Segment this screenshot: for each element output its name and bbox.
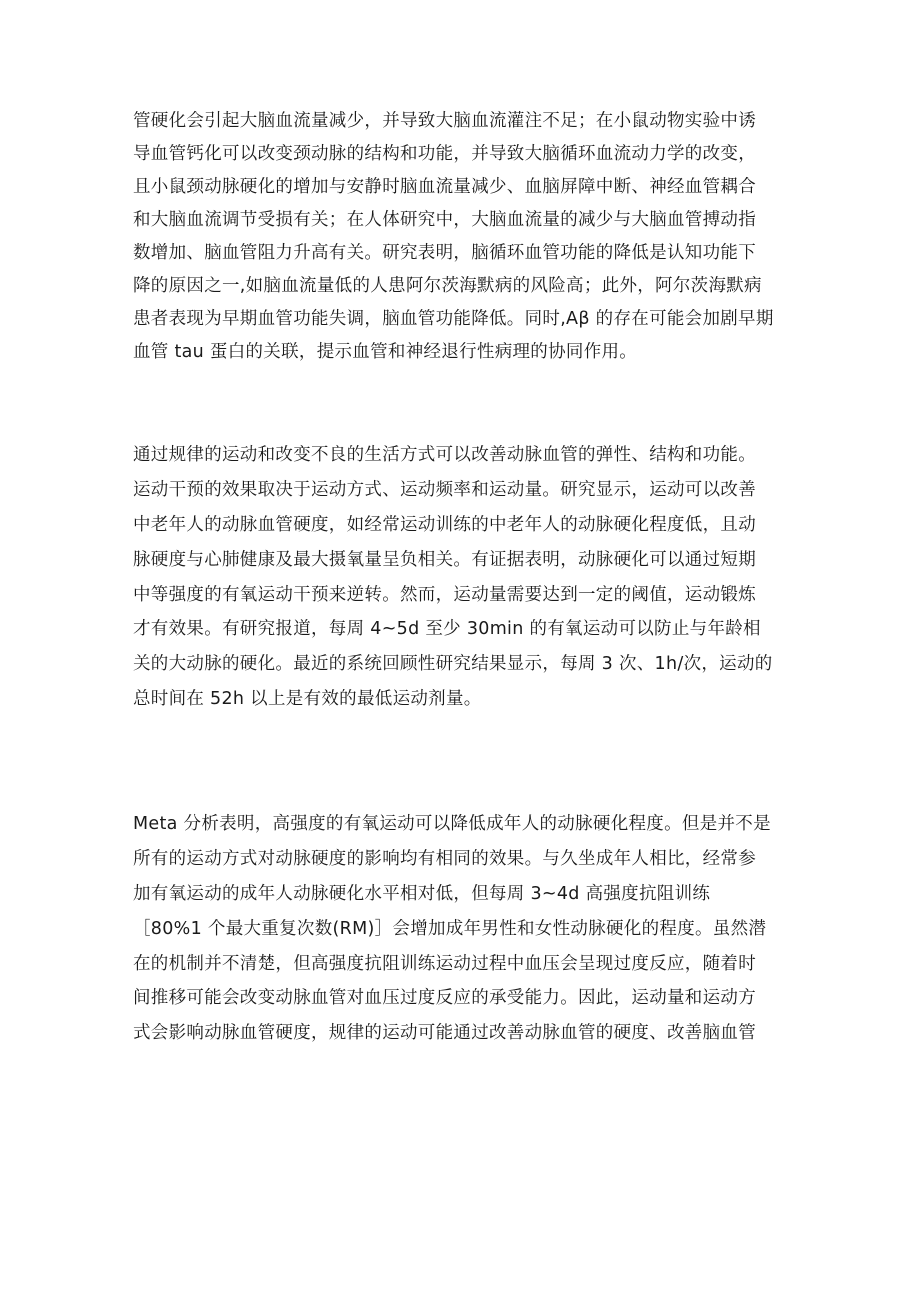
text-line: 患者表现为早期血管功能失调，脑血管功能降低。同时,Aβ 的存在可能会加剧早期 (133, 309, 774, 329)
text-line: 导血管钙化可以改变颈动脉的结构和功能，并导致大脑循环血流动力学的改变， (133, 144, 756, 164)
text-line: 总时间在 52h 以上是有效的最低运动剂量。 (133, 689, 482, 710)
text-line: 通过规律的运动和改变不良的生活方式可以改善动脉血管的弹性、结构和功能。 (133, 445, 756, 465)
text-line: 且小鼠颈动脉硬化的增加与安静时脑血流量减少、血脑屏障中断、神经血管耦合 (133, 177, 756, 197)
paragraph-cerebral-blood-flow (133, 105, 793, 369)
text-line: 间推移可能会改变动脉血管对血压过度反应的承受能力。因此，运动量和运动方 (133, 988, 756, 1009)
text-line: 血管 tau 蛋白的关联，提示血管和神经退行性病理的协同作用。 (133, 342, 638, 362)
text-line: 中老年人的动脉血管硬度，如经常运动训练的中老年人的动脉硬化程度低，且动 (133, 514, 756, 535)
text-line: 数增加、脑血管阻力升高有关。研究表明，脑循环血管功能的降低是认知功能下 (133, 243, 756, 263)
text-line: 中等强度的有氧运动干预来逆转。然而，运动量需要达到一定的阈值，运动锻炼 (133, 584, 756, 605)
text-line: Meta 分析表明，高强度的有氧运动可以降低成年人的动脉硬化程度。但是并不是 (133, 814, 771, 834)
text-line: 所有的运动方式对动脉硬度的影响均有相同的效果。与久坐成年人相比，经常参 (133, 848, 756, 869)
text-line: 加有氧运动的成年人动脉硬化水平相对低，但每周 3~4d 高强度抗阻训练 (133, 883, 711, 904)
text-line: 才有效果。有研究报道，每周 4~5d 至少 30min 的有氧运动可以防止与年龄相 (133, 619, 761, 640)
text-line: 关的大动脉的硬化。最近的系统回顾性研究结果显示，每周 3 次、1h/次，运动的 (133, 654, 773, 675)
text-line: 式会影响动脉血管硬度，规律的运动可能通过改善动脉血管的硬度、改善脑血管 (133, 1023, 756, 1044)
paragraph-exercise-intervention (133, 438, 793, 717)
text-line: 管硬化会引起大脑血流量减少，并导致大脑血流灌注不足；在小鼠动物实验中诱 (133, 111, 756, 131)
text-line: 运动干预的效果取决于运动方式、运动频率和运动量。研究显示，运动可以改善 (133, 479, 756, 500)
paragraph-meta-analysis (133, 807, 793, 1051)
text-line: 脉硬度与心肺健康及最大摄氧量呈负相关。有证据表明，动脉硬化可以通过短期 (133, 549, 756, 570)
text-line: 降的原因之一,如脑血流量低的人患阿尔茨海默病的风险高；此外，阿尔茨海默病 (133, 276, 762, 296)
text-line: 在的机制并不清楚，但高强度抗阻训练运动过程中血压会呈现过度反应，随着时 (133, 953, 756, 974)
text-line: 和大脑血流调节受损有关；在人体研究中，大脑血流量的减少与大脑血管搏动指 (133, 210, 756, 230)
text-line: ［80%1 个最大重复次数(RM)］会增加成年男性和女性动脉硬化的程度。虽然潜 (133, 918, 767, 939)
